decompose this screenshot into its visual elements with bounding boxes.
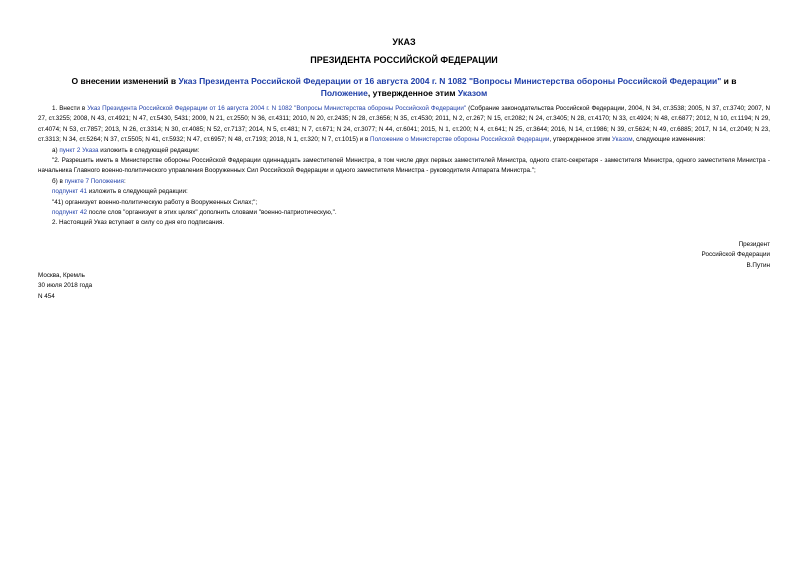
pb-link[interactable]: пункте 7 Положения — [64, 177, 124, 185]
p1-text: (Собрание законодательства Российской Федерации, 2004, N 34, ст.3538; 2005, N 37, ст.3740; 2007, N 27, ст.3255; 2008, N 43, ст.4921; N 47, ст.5430, 5431; 2009, N 21, ст.2550; N 36, ст.4311; 2010, N 20, ст.2435; N 28, ст.3656; N 35, ст.4530; 2011, N 2, ст.267; N 15, ст.2082; N 24, ст.3405; N 28, ст.4170; N 33, ст.4924; N 48, ст.6877; 2012, N 10, ст.1194; N 29, ст.4074; N 53, ст.7857; 2013, N 26, ст.3314; N 30, ст.4085; N 52, ст.7137; 2014, N 5, ст.481; N 7, ст.671; N 24, ст.3077; N 44, ст.6041; 2015, N 1, ст.200; N 4, ст.641; N 25, ст.3644; 2016, N 14, ст.1986; N 39, ст.5624; N 49, ст.6885; 2017, N 14, ст.2049; N 23, ст.3313; N 34, ст.5264; N 37, ст.5505; N 41, ст.5932; N 47, ст.6957; N 48, ст.7193; 2018, N 1, ст.320; N 7, ст.1015) и в — [38, 105, 770, 144]
p1-text-mid: , утвержденное этим — [549, 136, 612, 144]
pa-link[interactable]: пункт 2 Указа — [59, 146, 99, 154]
paragraph-2: 2. Настоящий Указ вступает в силу со дня его подписания. — [52, 219, 225, 227]
paragraph-b2 — [38, 208, 770, 218]
caption-text-mid2: , утвержденное этим — [367, 88, 458, 98]
p1-decree-link[interactable]: Указ Президента Российской Федерации от 16 августа 2004 г. N 1082 "Вопросы Министерства обороны Российской Федерации" — [87, 105, 467, 112]
place-date: 30 июля 2018 года — [38, 282, 93, 290]
place-date-block — [38, 271, 92, 302]
signature-line-3: В.Путин — [746, 261, 770, 269]
pb2-text-end: после слов "организует в этих целях" дополнить словами "военно-патриотическую,". — [86, 209, 337, 217]
document-subtitle: ПРЕЗИДЕНТА РОССИЙСКОЙ ФЕДЕРАЦИИ — [310, 55, 498, 65]
caption-regulation-link[interactable]: Положение — [320, 88, 368, 98]
signature-line-1: Президент — [738, 241, 770, 248]
paragraph-a — [38, 146, 770, 156]
p1-text-end: , следующие изменения: — [632, 136, 706, 144]
pb1-link[interactable]: подпункт 41 — [52, 188, 87, 196]
paragraph-1 — [38, 104, 770, 146]
document-caption — [38, 75, 770, 99]
place-city: Москва, Кремль — [38, 272, 85, 279]
pb1-text-end: изложить в следующей редакции: — [86, 188, 188, 196]
paragraph-b — [38, 177, 770, 187]
signature-block — [702, 240, 770, 271]
quote-1: "2. Разрешить иметь в Министерстве обороны Российской Федерации одиннадцать заместителей Министра, в том числе двух первых заместителей Министра, одного статс-секретаря - заместителя Министра, одного заместителя Министра - начальника Главного военно-политического управления Вооруженных Сил Российской Федерации и одного заместителя Министра - руководителя Аппарата Министра."; — [38, 157, 770, 175]
signature-line-2: Российской Федерации — [701, 251, 770, 259]
pb-text-pre: б) в — [52, 177, 65, 185]
p1-regulation-link[interactable]: Положение о Министерстве обороны Российской Федерации — [370, 136, 550, 144]
quote-2: "41) организует военно-политическую работу в Вооруженных Силах;"; — [52, 198, 258, 206]
caption-text-mid: и в — [721, 76, 737, 86]
caption-ukaz-link[interactable]: Указом — [457, 88, 488, 98]
document-body — [38, 104, 770, 229]
p1-text-pre: 1. Внести в — [52, 105, 88, 112]
p1-ukaz-link[interactable]: Указом — [611, 136, 633, 144]
document-number: N 454 — [38, 292, 55, 300]
pb-text-end: : — [123, 177, 126, 185]
document-title: УКАЗ — [392, 37, 416, 47]
pa-text-pre: а) — [52, 146, 60, 154]
pb2-link[interactable]: подпункт 42 — [52, 209, 87, 217]
paragraph-b1 — [38, 187, 770, 197]
pa-text-end: изложить в следующей редакции: — [98, 146, 200, 154]
caption-text-pre: О внесении изменений в — [71, 76, 179, 86]
caption-decree-link[interactable]: Указ Президента Российской Федерации от 16 августа 2004 г. N 1082 "Вопросы Министерства обороны Российской Федерации" — [178, 76, 722, 86]
